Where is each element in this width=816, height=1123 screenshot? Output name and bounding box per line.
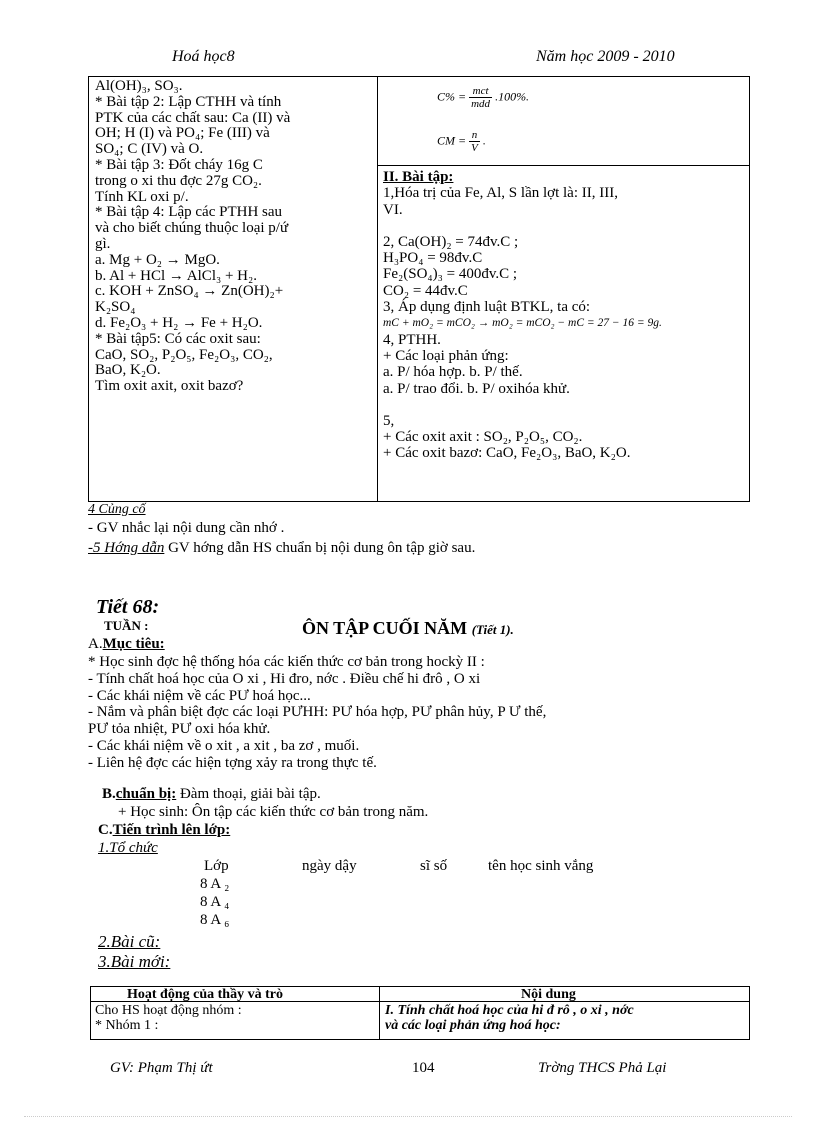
question-line: a. Mg + O₂ → MgO. [95,251,220,268]
answer-line: + Các oxit axit : SO₂, P₂O₅, CO₂. [383,429,583,446]
answer-line: H₃PO₄ = 98đv.C [383,250,483,267]
section-preparation-title: chuẩn bị: [115,786,177,802]
question-line: và cho biết chúng thuộc loại p/ứ [95,220,289,237]
objective-line: PƯ tỏa nhiệt, PƯ oxi hóa khử. [88,721,271,738]
question-line: gì. [95,235,111,252]
question-line: * Bài tập 4: Lập các PTHH sau [95,204,283,221]
class-header-date: ngày dậy [302,858,357,874]
activity-line: * Nhóm 1 : [95,1018,159,1033]
lesson-number: Tiết 68: [96,596,160,618]
lesson-title [302,618,514,639]
section-objectives [88,636,165,652]
old-lesson-heading: 2.Bài cũ: [98,932,161,951]
formula-numerator: mct [469,85,492,98]
content-line: I. Tính chất hoá học của hi đ rô , o xi , nớc [385,1003,634,1018]
answer-line: + Các loại phản ứng: [383,347,509,364]
content-line: và các loại phản ứng hoá học: [385,1018,561,1033]
footer-school: Trờng THCS Phả Lại [538,1060,667,1076]
formula-rhs: .100%. [495,89,530,104]
answers-heading: II. Bài tập: [383,169,454,185]
formula-lhs: C% = [437,89,467,104]
exercise-questions-cell [95,79,373,395]
table-column-divider [377,77,378,501]
objective-line: - Các khái niệm về o xit , a xit , ba zơ , muối. [88,737,360,754]
question-line: trong o xi thu đợc 27g CO₂. [95,172,262,189]
section-prefix: B. [102,786,116,802]
question-line: CaO, SO₂, P₂O₅, Fe₂O₃, CO₂, [95,346,273,363]
question-line: Tính KL oxi p/. [95,188,189,205]
activity-header-left: Hoạt động của thầy và trò [127,987,283,1002]
formula-denominator: mdd [471,98,491,110]
header-school-year: Năm học 2009 - 2010 [536,48,675,65]
answer-line: a. P/ trao đổi. b. P/ oxihóa khử. [383,380,570,397]
week-label: TUẦN : [104,618,149,633]
answer-line: 5, [383,412,395,429]
section-prefix: A. [88,636,103,652]
class-item: 8 A ₆ [200,912,230,928]
formula-denominator: V [471,142,478,154]
section-preparation [102,786,321,802]
exercise-answers-cell [383,169,743,462]
objective-line: - Nắm và phân biệt đợc các loại PƯHH: PƯ hóa hợp, PƯ phân hủy, P Ư thế, [88,704,547,721]
lesson-title-sub: (Tiết 1). [471,622,514,637]
footer-teacher: GV: Phạm Thị ứt [110,1060,213,1076]
footer-page-number: 104 [412,1060,435,1076]
question-line: OH; H (I) và PO₄; Fe (III) và [95,125,270,142]
consolidation-heading: 4 Củng cố [88,502,146,517]
question-line: * Bài tập 2: Lập CTHH và tính [95,93,282,110]
formula-fraction [469,85,492,110]
objective-line: * Học sinh đợc hệ thống hóa các kiến thức cơ bản trong hockỳ II : [88,654,485,670]
answer-line: CO₂ = 44đv.C [383,282,468,299]
answer-line: VI. [383,201,403,218]
formula-rhs: . [482,133,486,148]
question-line: d. Fe₂O₃ + H₂ → Fe + H₂O. [95,314,263,331]
class-header-class: Lớp [204,858,229,874]
section-prefix: C. [98,822,113,838]
answer-line: 1,Hóa trị của Fe, Al, S lần lợt là: II, III, [383,185,618,202]
class-header-count: sĩ số [420,858,448,874]
activity-left-cell [95,1003,242,1033]
formula-numerator: n [469,129,480,142]
question-line: b. Al + HCl → AlCl₃ + H₂. [95,267,257,284]
table-row-divider [377,165,749,166]
answer-line: Fe₂(SO₄)₃ = 400đv.C ; [383,266,518,283]
answer-line: a. P/ hóa hợp. b. P/ thế. [383,364,523,381]
class-item: 8 A ₂ [200,876,230,892]
activity-line: Cho HS hoạt động nhóm : [95,1003,242,1018]
section-procedure-title: Tiến trình lên lớp: [112,822,231,838]
objectives-list [88,654,546,772]
guidance-label: -5 Hớng dẫn [88,540,165,556]
consolidation-line: - GV nhắc lại nội dung cần nhớ . [88,520,285,536]
answer-line [383,397,743,413]
objective-line: - Liên hệ đợc các hiện tợng xảy ra trong thực tế. [88,754,377,771]
question-line: Tìm oxit axit, oxit bazơ? [95,378,244,395]
class-header-absent: tên học sinh vắng [488,858,594,874]
section-procedure [98,822,230,838]
formula-fraction [469,129,480,154]
new-lesson-heading: 3.Bài mới: [98,952,171,971]
answer-line [383,218,743,234]
question-line: Al(OH)₃, SO₃. [95,78,183,94]
preparation-line: + Học sinh: Ôn tập các kiến thức cơ bản trong năm. [118,804,429,820]
guidance-text: GV hớng dẫn HS chuẩn bị nội dung ôn tập giờ sau. [164,540,476,556]
activity-table [90,986,750,1040]
question-line: PTK của các chất sau: Ca (II) và [95,109,291,126]
objective-line: - Tính chất hoá học của O xi , Hi đro, nớc . Điều chế hi đrô , O xi [88,670,481,687]
exercise-table [88,76,750,502]
answer-line: + Các oxit bazơ: CaO, Fe₂O₃, BaO, K₂O. [383,445,631,462]
question-line: * Bài tập 3: Đốt cháy 16g C [95,156,263,173]
table-column-divider [379,987,380,1039]
question-line: K₂SO₄ [95,299,136,316]
molar-concentration-formula [437,129,486,154]
activity-header-right: Nội dung [521,987,576,1002]
answer-equation: mC + mO₂ = mCO₂ → mO₂ = mCO₂ − mC = 27 − 16 = 9g. [383,317,662,330]
class-item: 8 A ₄ [200,894,230,910]
guidance-line [88,540,475,556]
lesson-title-text: ÔN TẬP CUỐI NĂM [302,618,468,638]
header-subject: Hoá học8 [172,48,235,65]
objective-line: - Các khái niệm về các PƯ hoá học... [88,687,311,704]
percent-concentration-formula [437,85,529,110]
organization-heading: 1.Tổ chức [98,840,158,856]
question-line: BaO, K₂O. [95,362,161,379]
question-line: c. KOH + ZnSO₄ → Zn(OH)₂+ [95,283,284,300]
question-line: SO₄; C (IV) và O. [95,141,204,158]
formula-lhs: CM = [437,133,467,148]
preparation-text: Đàm thoại, giải bài tập. [176,786,321,802]
answer-line: 4, PTHH. [383,331,441,348]
page-bottom-border [24,1116,792,1117]
section-objectives-title: Mục tiêu: [102,636,165,652]
activity-right-cell [385,1003,634,1033]
answer-line: 3, Áp dụng định luật BTKL, ta có: [383,299,591,316]
question-line: * Bài tập5: Có các oxit sau: [95,330,261,347]
answer-line: 2, Ca(OH)₂ = 74đv.C ; [383,233,519,250]
